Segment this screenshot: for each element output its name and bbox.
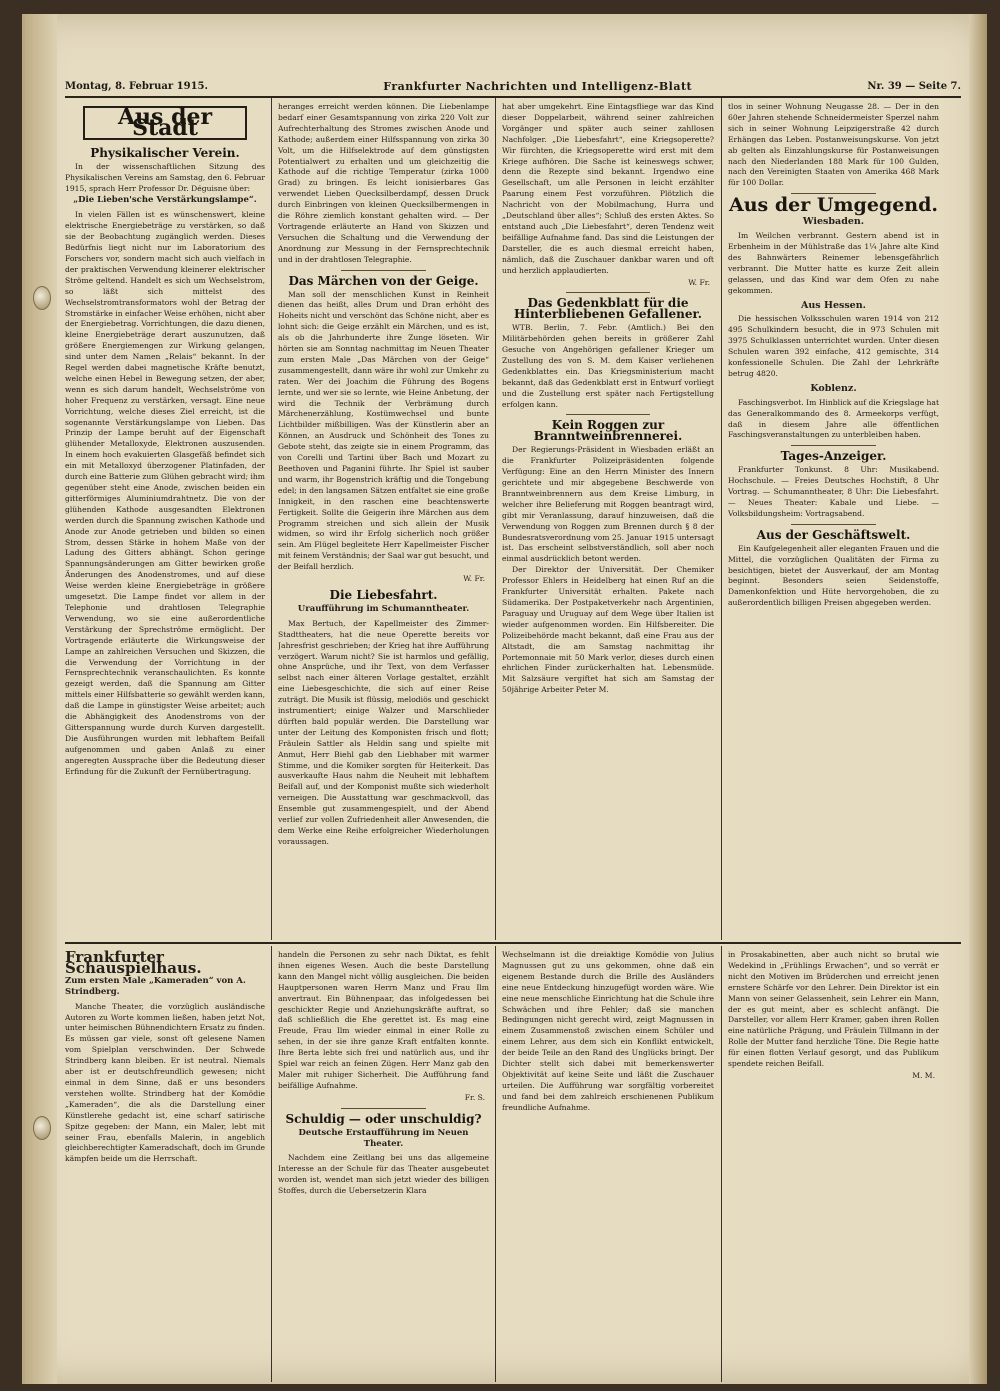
article-headline: Schuldig — oder unschuldig? — [285, 1111, 482, 1126]
article-text: Die hessischen Volksschulen waren 1914 von 212 495 Schulkindern besucht, die in 973 Schulen mit 3975 Schulklassen unterrichtet wurden. Unter diesen Schulen waren 392 einfache, 412 gemischte, 314 konfessionelle Schulen. Die Zahl der Lehrkräfte betrug 4820. — [728, 314, 939, 378]
article-text: WTB. Berlin, 7. Febr. (Amtlich.) Bei den Militärbehörden gehen bereits in größerer Zahl Gesuche von Angehörigen gefallener Krieger um Zustellung des von S. M. dem Kaiser verliehenen Gedenkblattes ein. Das Kriegsministerium macht bekannt, daß das Gedenkblatt erst in Entwurf vorliegt und die Zustellung erst später nach Fertigstellung erfolgen kann. — [502, 323, 714, 409]
divider — [791, 524, 875, 525]
column-rule — [495, 98, 496, 940]
article-text: Max Bertuch, der Kapellmeister des Zimmer-Stadttheaters, hat die neue Operette bereits vor Jahresfrist geschrieben; der Krieg hat ihre Aufführung verzögert. Warum nicht? Sie ist harmlos und gefällig, ohne Ansprüche, und ihr Text, von dem Verfasser selbst nach einer älteren Vorlage gestaltet, erzählt eine Liebesgeschichte, die sich auf einer Reise zuträgt. Die Musik ist flüssig, melodiös und geschickt instrumentiert; einige Walzer und Marschlieder dürften bald populär werden. Die Darstellung war unter der Leitung des Komponisten frisch und flott; Fräulein Sattler als Heldin sang und spielte mit Anmut, Herr Biehl gab den Liebhaber mit warmer Stimme, und die Komiker sorgten für Heiterkeit. Das ausverkaufte Haus nahm die Neuheit mit lebhaftem Beifall auf, und der Komponist mußte sich wiederholt verneigen. Die Ausstattung war geschmackvoll, das Ensemble gut zusammengespielt, und der Abend verlief zur vollen Zufriedenheit aller Anwesenden, die dem Werke eine Reihe erfolgreicher Wiederholungen voraussagen. — [278, 618, 489, 846]
article-headline: Das Gedenkblatt für die Hinterbliebenen Gefallener. — [514, 296, 702, 322]
section-divider — [65, 942, 961, 944]
article-subheadline: Deutsche Erstaufführung im Neuen Theater. — [298, 1127, 469, 1149]
binding-rivet — [33, 286, 51, 310]
divider — [341, 1108, 425, 1109]
article-headline: Tages-Anzeiger. — [780, 449, 887, 464]
article-headline: Die Liebesfahrt. — [329, 587, 438, 602]
divider — [566, 292, 651, 293]
divider — [566, 414, 651, 415]
article-subheadline: Uraufführung im Schumanntheater. — [297, 603, 470, 614]
author-signature: Fr. S. — [464, 1092, 485, 1102]
article-text: Ein Kaufgelegenheit aller eleganten Frauen und die Mittel, die vorzüglichen Qualitäten der Firma zu besichtigen, bietet der Ausverkauf, der am Montag beginnt. Besonders seien Seidenstoffe, Damenkonfektion und Hüte hervorgehoben, die zu außerordentlich billigen Preisen abgegeben werden. — [728, 543, 939, 608]
article-text: handeln die Personen zu sehr nach Diktat, es fehlt ihnen eigenes Wesen. Auch die beste Darstellung kann den Mangel nicht völlig ausgleichen. Die beiden Hauptpersonen waren Herrn Manz und Frau Ilm anvertraut. Ein Bühnenpaar, das infolgedessen bei geschickter Regie und Anziehungskräfte auftrat, so daß schließlich die Ehe gerettet ist. Es mag eine Freude, Frau Ilm wieder einmal in einer Rolle zu sehen, in der sie ihre ganze Kraft entfalten konnte. Ihre Berta lebte sich frei und natürlich aus, und ihr Spiel war reich an feinen Zügen. Herr Manz gab den Maler mit ruhiger Sicherheit. Die Aufführung fand beifällige Aufnahme. — [278, 950, 489, 1090]
article-text: Man soll der menschlichen Kunst in Reinheit dienen das heißt, alles Drum und Dran erhöht des Hoheits nicht und verschönt das Schöne nicht, aber es lohnt sich: die Geige erzählt ein Märchen, und es ist, als ob die Jahrhunderte ihre Zunge löseten. Wir hörten sie am Sonntag nachmittag im Neuen Theater zum ersten Male „Das Märchen von der Geige“ zusammengestellt, dann wäre ihr wohl zur Umkehr zu raten. Wer dei Joachim die Führung des Bogens lernte, und wer sie so lernte, wie Heine Anbetung, der wird die Technik der Verbrämung durch Märchenerzählung, Kostümwechsel und bunte Lichtbilder mißbilligen. Was der Künstlerin aber an Können, an Ausdruck und Schönheit des Tones zu Gebote steht, das zeigte sie in einem Programm, das von Corelli und Tartini über Bach und Mozart zu Beethoven und Paganini führte. Ihr Spiel ist sauber und warm, ihr Bogenstrich kräftig und die Tongebung edel; in den langsamen Sätzen entfaltet sie eine große Innigkeit, in den raschen eine beachtenswerte Fertigkeit. Sollte die Geigerin ihre Märchen aus dem Programm streichen und sich allein der Musik widmen, so wird ihr Erfolg sicherlich noch größer sein. Am Flügel begleitete Herr Kapellmeister Fischer mit feinem Verständnis; der Saal war gut besucht, und der Beifall herzlich. — [278, 289, 489, 572]
issue-date: Montag, 8. Februar 1915. — [65, 80, 208, 92]
page-header — [65, 76, 961, 98]
article-text: In vielen Fällen ist es wünschenswert, kleine elektrische Energiebeträge zu verstärken, so daß sie der Beobachtung zugänglich werden. Dieses Bedürfnis liegt nicht nur im Laboratorium des Forschers vor, sondern macht sich auch vielfach in der praktischen Verwendung kleinerer elektrischer Ströme geltend. Handelt es sich um Wechselstrom, so läßt sich mittelst des Wechselstromtransformators wohl der Betrag der Stromstärke in einfacher Weise erhöhen, nicht aber der Energiebetrag. Vorrichtungen, die dazu dienen, kleine Energiebeträge derart auszunutzen, daß größere Energiemengen zur Wirkung gelangen, sind unter dem Namen „Relais“ bekannt. In der Regel werden dabei magnetische Kräfte benutzt, welche einen Hebel in Bewegung setzen, der aber, wenn es sich darum handelt, Wechselströme von hoher Frequenz zu verstärken, versagt. Eine neue Vorrichtung, welche dieses Ziel erreicht, ist die sogenannte Verstärkungslampe von Lieben. Das Prinzip der Lampe beruht auf der Eigenschaft glühender Metalloxyde, Elektronen auszusenden. In einem hoch evakuierten Glasgefäß befindet sich ein mit Metalloxyd überzogener Platinfaden, der durch eine Batterie zum Glühen gebracht wird; ihm gegenüber steht eine Anode, zwischen beiden ein gitterförmiges Aluminiumdrahtnetz. Die von der glühenden Kathode ausgesandten Elektronen werden durch die Spannung zwischen Kathode und Anode zur Anode getrieben und bilden so einen Strom, dessen Stärke in hohem Maße von der Ladung des Gitters abhängt. Schon geringe Spannungsänderungen am Gitter bewirken große Änderungen des Anodenstromes, und auf diese Weise werden kleine Energiebeträge in größere umgesetzt. Die Lampe findet vor allem in der Telephonie und drahtlosen Telegraphie Verwendung, wo sie eine außerordentliche Verstärkung der Sprechströme ermöglicht. Der Vortragende erläuterte die Wirkungsweise der Lampe an zahlreichen Versuchen und Skizzen, die die Verwendung der Vorrichtung in der Fernsprechtechnik veranschaulichten. Es konnte gezeigt werden, daß die Spannung am Gitter mittels einer Hilfsbatterie so gewählt werden kann, daß die Lampe in günstigster Weise arbeitet; auch die Abhängigkeit des Anodenstroms von der Gitterspannung wurde durch Kurven dargestellt. Die Ausführungen wurden mit lebhaftem Beifall aufgenommen und gaben Anlaß zu einer angeregten Aussprache über die Bedeutung dieser Erfindung für die Zukunft der Fernübertragung. — [65, 210, 265, 776]
author-signature: M. M. — [912, 1070, 935, 1080]
column-rule — [271, 98, 272, 940]
bottom-column-4 — [728, 950, 939, 1380]
divider — [341, 270, 425, 271]
article-subheadline: Zum ersten Male „Kameraden“ von A. Strindberg. — [65, 975, 246, 997]
bottom-column-1 — [65, 950, 265, 1380]
column-4 — [728, 102, 939, 938]
binding-rivet — [33, 1116, 51, 1140]
article-headline: Frankfurter Schauspielhaus. — [65, 950, 202, 977]
section-title-aus-der-stadt: Aus der Stadt — [83, 106, 247, 140]
section-title-aus-der-umgegend: Aus der Umgegend. — [729, 194, 938, 217]
article-text: Manche Theater, die vorzüglich ausländische Autoren zu Worte kommen ließen, haben jetzt Not, unter heimischen Bühnendichtern Ersatz zu finden. Es müssen gar viele, sonst oft gelesene Namen vom Spielplan verschwinden. Der Schwede Strindberg kann bleiben. Er ist neutral. Niemals aber ist er deutschfreundlich gewesen; nicht einmal in dem Sinne, daß er uns besonders verstehen wollte. Strindberg hat der Komödie „Kameraden“, die als die Darstellung einer Künstlerehe gedacht ist, eine scharf satirische Spitze gegeben: der Mann, ein Maler, lebt mit seiner Frau, ebenfalls Malerin, in angeblich gleichberechtigter Kameradschaft, doch im Grunde kämpfen beide um die Herrschaft. — [65, 1001, 265, 1164]
column-rule — [495, 946, 496, 1382]
column-rule — [271, 946, 272, 1382]
column-2 — [278, 102, 489, 938]
binding-edge — [25, 14, 57, 1384]
author-signature: W. Fr. — [463, 574, 485, 584]
article-text: Der Direktor der Universität. Der Chemiker Professor Ehlers in Heidelberg hat einen Ruf an die Frankfurter Universität erhalten. Pakete nach Südamerika. Der Postpaketverkehr nach Argentinien, Paraguay und Uruguay auf dem Wege über Italien ist wieder aufgenommen worden. Ein Hilfsbereiter. Die Polizeibehörde macht bekannt, daß eine Frau aus der Altstadt, die am Samstag nachmittag ihr Portemonnaie mit 50 Mark verlor, dieses durch einen ehrlichen Finder zurückerhalten hat. Lebensmüde. Mit Salzsäure vergiftet hat sich am Samstag der 50jährige Arbeiter Peter M. — [502, 565, 714, 695]
page-number: Nr. 39 — Seite 7. — [867, 80, 961, 92]
article-text: in Prosakabinetten, aber auch nicht so brutal wie Wedekind in „Frühlings Erwachen“, und so verrät er nicht den Motiven im Brüderchen und erreicht jenen ernstere Schärfe vor den Lehrer. Dein Direktor ist ein Mann von seiner Gelassenheit, sein Lehrer ein Mann, der es gut meint, aber es schlecht anfängt. Die Darsteller, vor allem Herr Kramer, gaben ihren Rollen eine natürliche Prägung, und Fräulein Tillmann in der Rolle der Mutter fand herzliche Töne. Die Regie hatte für einen flotten Verlauf gesorgt, und das Publikum spendete reichen Beifall. — [728, 950, 939, 1069]
article-text: In der wissenschaftlichen Sitzung des Physikalischen Vereins am Samstag, den 6. Februar 1915, sprach Herr Professor Dr. Déguisne über: — [65, 161, 265, 193]
bottom-column-3 — [502, 950, 714, 1380]
article-text: Nachdem eine Zeitlang bei uns das allgemeine Interesse an der Schule für das Theater ausgebeutet worden ist, wendet man sich jetzt wieder des billigen Stoffes, durch die Uebersetzerin Klara — [278, 1153, 489, 1196]
divider — [791, 445, 875, 446]
article-headline: Koblenz. — [810, 382, 857, 394]
column-rule — [721, 946, 722, 1382]
lecture-title: „Die Lieben'sche Verstärkungslampe“. — [73, 195, 257, 206]
column-rule — [721, 98, 722, 940]
page-edge — [969, 14, 987, 1384]
article-text: Im Weilchen verbrannt. Gestern abend ist in Erbenheim in der Mühlstraße das 1¼ Jahre alte Kind des Bahnwärters Reinemer lebensgefährlich verbrannt. Die Mutter hatte es kurze Zeit allein gelassen, und das Kind war dem Ofen zu nahe gekommen. — [728, 231, 939, 295]
article-text: heranges erreicht werden können. Die Liebenlampe bedarf einer Gesamtspannung von zirka 220 Volt zur Aufrechterhaltung des Stromes zwischen Anode und Kathode; außerdem einer Hilfsspannung von zirka 30 Volt, um die Hilfselektrode auf dem günstigsten Potentialwert zu erhalten und um gleichzeitig die Kathode auf die richtige Temperatur (zirka 1000 Grad) zu bringen. Es leicht ionisierbares Gas verwendet Lieben Quecksilberdampf, dessen Druck durch Einbringen von kleinen Quecksilbermengen in die Röhre ziemlich konstant gehalten wird. — Der Vortragende erläuterte an Hand von Skizzen und Versuchen die Schaltung und die Verwendung der Anordnung zur Messung in der Fernsprechtechnik und in der drahtlosen Telegraphie. — [278, 102, 489, 264]
article-headline: Aus Hessen. — [801, 299, 866, 311]
article-headline: Aus der Geschäftswelt. — [756, 527, 911, 542]
article-headline: Das Märchen von der Geige. — [288, 273, 479, 288]
article-text: Wechselmann ist die dreiaktige Komödie von Julius Magnussen gut zu uns gekommen, ohne daß ein eigenem Bestande durch die Brille des Ausländers eine neue Entdeckung hinzugefügt worden wäre. Wie eine neue menschliche Einrichtung hat die Schule ihre Schwächen und ihre Fehler; daß sie manchen Bedingungen nicht gerecht wird, zeigt Magnussen in einem Zusammenstoß zwischen einem Schüler und einem Lehrer, aus dem sich ein Konflikt entwickelt, der beide Teile an den Rand des Unglücks bringt. Der Dichter stellt sich dabei mit bemerkenswerter Objektivität auf keine Seite und läßt die Zuschauer urteilen. Die Aufführung war sorgfältig vorbereitet und fand bei dem zahlreich erschienenen Publikum freundliche Aufnahme. — [502, 950, 714, 1112]
column-1 — [65, 102, 265, 938]
article-text: tlos in seiner Wohnung Neugasse 28. — Der in den 60er Jahren stehende Schneidermeister Sperzel nahm sich in seiner Wohnung Leipzigerstraße 42 durch Erhängen das Leben. Postanweisungskurse. Von jetzt ab gelten als Einzahlungskurse für Postanweisungen nach den Niederlanden 188 Mark für 100 Gulden, nach den Vereinigten Staaten von Amerika 468 Mark für 100 Dollar. — [728, 102, 939, 188]
article-text: Faschingsverbot. Im Hinblick auf die Kriegslage hat das Generalkommando des 8. Armeekorps verfügt, daß in diesem Jahre alle öffentlichen Faschingsveranstaltungen zu unterbleiben haben. — [728, 397, 939, 440]
author-signature: W. Fr. — [688, 277, 710, 287]
article-headline: Kein Roggen zur Branntweinbrennerei. — [533, 418, 683, 444]
newspaper-page — [22, 14, 987, 1384]
article-text: Der Regierungs-Präsident in Wiesbaden erläßt an die Frankfurter Polizeipräsidenten folgende Verfügung: Eine an den Herrn Minister des Innern gerichtete und mir abgegebene Beschwerde von Branntweinbrennern aus dem Kreise Limburg, in welcher ihre Belieferung mit Roggen beantragt wird, gibt mir Veranlassung, darauf hinzuweisen, daß die Verwendung von Roggen zum Brennen durch § 8 der Bundesratsverordnung vom 25. Januar 1915 untersagt ist. Das erscheint selbstverständlich, soll aber noch einmal ausdrücklich betont werden. — [502, 445, 714, 564]
article-text: hat aber umgekehrt. Eine Eintagsfliege war das Kind dieser Doppelarbeit, während seiner zahlreichen Vorgänger und später auch seiner zahllosen Nachfolger. „Die Liebesfahrt“, eine Kriegsoperette? Wir fürchten, die Kriegsoperette wird erst mit dem Kriege aufhören. Die Sache ist keineswegs schwer, denn die Rezepte sind bekannt. Irgendwo eine Gesellschaft, um alle Personen in leicht erzählter Paarung einem Fest vorzuführen. Plötzlich die Nachricht von der Mobilmachung, Hurra und „Deutschland über alles“; Schluß des ersten Aktes. So entstand auch „Die Liebesfahrt“, deren Tendenz weit beifällige Aufnahme fand. Das sind die Leistungen der Darsteller, die es auch diesmal erreicht haben, nämlich, daß die Zuschauer dankbar waren und oft und herzlich applaudierten. — [502, 102, 714, 275]
article-text: Frankfurter Tonkunst. 8 Uhr: Musikabend. Hochschule. — Freies Deutsches Hochstift, 8 Uhr Vortrag. — Schumanntheater, 8 Uhr: Die Liebesfahrt. — Neues Theater: Kabale und Liebe. — Volksbildungsheim: Vortragsabend. — [728, 465, 939, 518]
newspaper-title: Frankfurter Nachrichten und Intelligenz-Blatt — [383, 79, 693, 93]
column-3 — [502, 102, 714, 938]
article-headline: Physikalischer Verein. — [90, 145, 240, 160]
bottom-column-2 — [278, 950, 489, 1380]
article-headline: Wiesbaden. — [802, 216, 865, 228]
